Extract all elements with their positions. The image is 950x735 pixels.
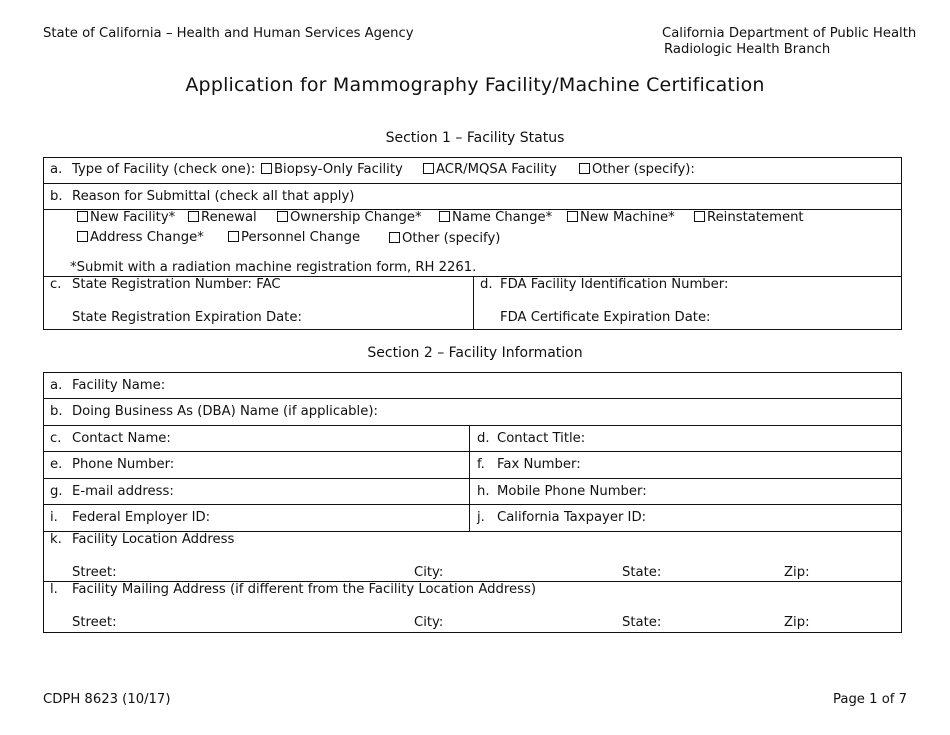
- reason-ownership-change[interactable]: [277, 210, 422, 225]
- row-divider: [43, 451, 902, 452]
- mobile-phone-field: Mobile Phone Number:: [497, 484, 647, 499]
- checkbox-icon[interactable]: [261, 163, 272, 174]
- type-other-label: Other (specify):: [592, 162, 695, 177]
- location-address-heading: Facility Location Address: [72, 532, 235, 547]
- s2-k-label: k.: [50, 532, 62, 547]
- s2-l-label: l.: [50, 582, 58, 597]
- s2-e-label: e.: [50, 457, 63, 472]
- checkbox-icon[interactable]: [389, 232, 400, 243]
- email-field: E-mail address:: [72, 484, 174, 499]
- s2-b-label: b.: [50, 404, 63, 419]
- location-city-field: City:: [414, 565, 444, 580]
- section1-heading: Section 1 – Facility Status: [385, 130, 565, 146]
- s2-j-label: j.: [477, 510, 485, 525]
- fda-facility-id: FDA Facility Identification Number:: [500, 277, 729, 292]
- location-state-field: State:: [622, 565, 662, 580]
- mailing-zip-field: Zip:: [784, 615, 810, 630]
- s2-h-label: h.: [477, 484, 490, 499]
- s1-b-label: b.: [50, 189, 63, 204]
- facility-name-field: Facility Name:: [72, 378, 166, 393]
- contact-name-field: Contact Name:: [72, 431, 171, 446]
- s2-c-label: c.: [50, 431, 62, 446]
- row-divider: [43, 398, 902, 399]
- branch-name: Radiologic Health Branch: [664, 42, 831, 57]
- reason-label: New Facility*: [90, 210, 176, 225]
- checkbox-icon[interactable]: [77, 231, 88, 242]
- phone-number-field: Phone Number:: [72, 457, 175, 472]
- checkbox-icon[interactable]: [567, 211, 578, 222]
- fax-number-field: Fax Number:: [497, 457, 581, 472]
- row-divider: [43, 183, 902, 184]
- column-divider: [469, 425, 470, 531]
- s2-i-label: i.: [50, 510, 58, 525]
- checkbox-icon[interactable]: [579, 163, 590, 174]
- s2-d-label: d.: [477, 431, 490, 446]
- checkbox-icon[interactable]: [77, 211, 88, 222]
- reason-label: New Machine*: [580, 210, 675, 225]
- reason-new-machine[interactable]: [567, 210, 675, 225]
- column-divider: [473, 276, 474, 330]
- type-acr-option[interactable]: [423, 162, 557, 177]
- reason-label: Name Change*: [452, 210, 553, 225]
- reason-label: Address Change*: [90, 230, 204, 245]
- s1-type-label: Type of Facility (check one):: [72, 162, 256, 177]
- reason-label: Other (specify): [402, 231, 501, 246]
- type-other-option[interactable]: [579, 162, 695, 177]
- checkbox-icon[interactable]: [188, 211, 199, 222]
- row-divider: [43, 504, 902, 505]
- form-number: CDPH 8623 (10/17): [43, 692, 171, 707]
- mailing-city-field: City:: [414, 615, 444, 630]
- state-registration-expiry: State Registration Expiration Date:: [72, 310, 302, 325]
- mailing-street-field: Street:: [72, 615, 117, 630]
- s2-g-label: g.: [50, 484, 63, 499]
- state-registration-number: State Registration Number: FAC: [72, 277, 281, 292]
- dba-name-field: Doing Business As (DBA) Name (if applicable):: [72, 404, 378, 419]
- section2-heading: Section 2 – Facility Information: [367, 345, 583, 361]
- reason-address-change[interactable]: [77, 230, 204, 245]
- type-acr-label: ACR/MQSA Facility: [436, 162, 557, 177]
- mailing-state-field: State:: [622, 615, 662, 630]
- ca-taxpayer-id-field: California Taxpayer ID:: [497, 510, 647, 525]
- reason-label: Ownership Change*: [290, 210, 422, 225]
- fda-certificate-expiry: FDA Certificate Expiration Date:: [500, 310, 711, 325]
- s1-d-label: d.: [480, 277, 493, 292]
- reason-label: Reinstatement: [707, 210, 804, 225]
- s1-c-label: c.: [50, 277, 62, 292]
- checkbox-icon[interactable]: [228, 231, 239, 242]
- reason-new-facility[interactable]: [77, 210, 175, 225]
- reason-other[interactable]: [389, 231, 500, 246]
- reason-label: Personnel Change: [241, 230, 361, 245]
- location-zip-field: Zip:: [784, 565, 810, 580]
- reason-reinstatement[interactable]: [694, 210, 804, 225]
- agency-name: State of California – Health and Human Services Agency: [43, 26, 414, 41]
- s2-a-label: a.: [50, 378, 63, 393]
- contact-title-field: Contact Title:: [497, 431, 586, 446]
- type-biopsy-option[interactable]: [261, 162, 403, 177]
- reason-label: Renewal: [201, 210, 257, 225]
- s1-reason-label: Reason for Submittal (check all that apply): [72, 189, 355, 204]
- footnote: *Submit with a radiation machine registration form, RH 2261.: [70, 260, 477, 275]
- reason-name-change[interactable]: [439, 210, 552, 225]
- checkbox-icon[interactable]: [277, 211, 288, 222]
- checkbox-icon[interactable]: [694, 211, 705, 222]
- page-title: Application for Mammography Facility/Machine Certification: [185, 74, 765, 96]
- mailing-address-heading: Facility Mailing Address (if different from the Facility Location Address): [72, 582, 536, 597]
- type-biopsy-label: Biopsy-Only Facility: [274, 162, 403, 177]
- s2-f-label: f.: [477, 457, 485, 472]
- reason-personnel-change[interactable]: [228, 230, 360, 245]
- checkbox-icon[interactable]: [439, 211, 450, 222]
- department-name: California Department of Public Health: [662, 26, 917, 41]
- location-street-field: Street:: [72, 565, 117, 580]
- s1-a-label: a.: [50, 162, 63, 177]
- page-number: Page 1 of 7: [833, 692, 907, 707]
- checkbox-icon[interactable]: [423, 163, 434, 174]
- federal-employer-id-field: Federal Employer ID:: [72, 510, 211, 525]
- row-divider: [43, 478, 902, 479]
- reason-renewal[interactable]: [188, 210, 257, 225]
- row-divider: [43, 425, 902, 426]
